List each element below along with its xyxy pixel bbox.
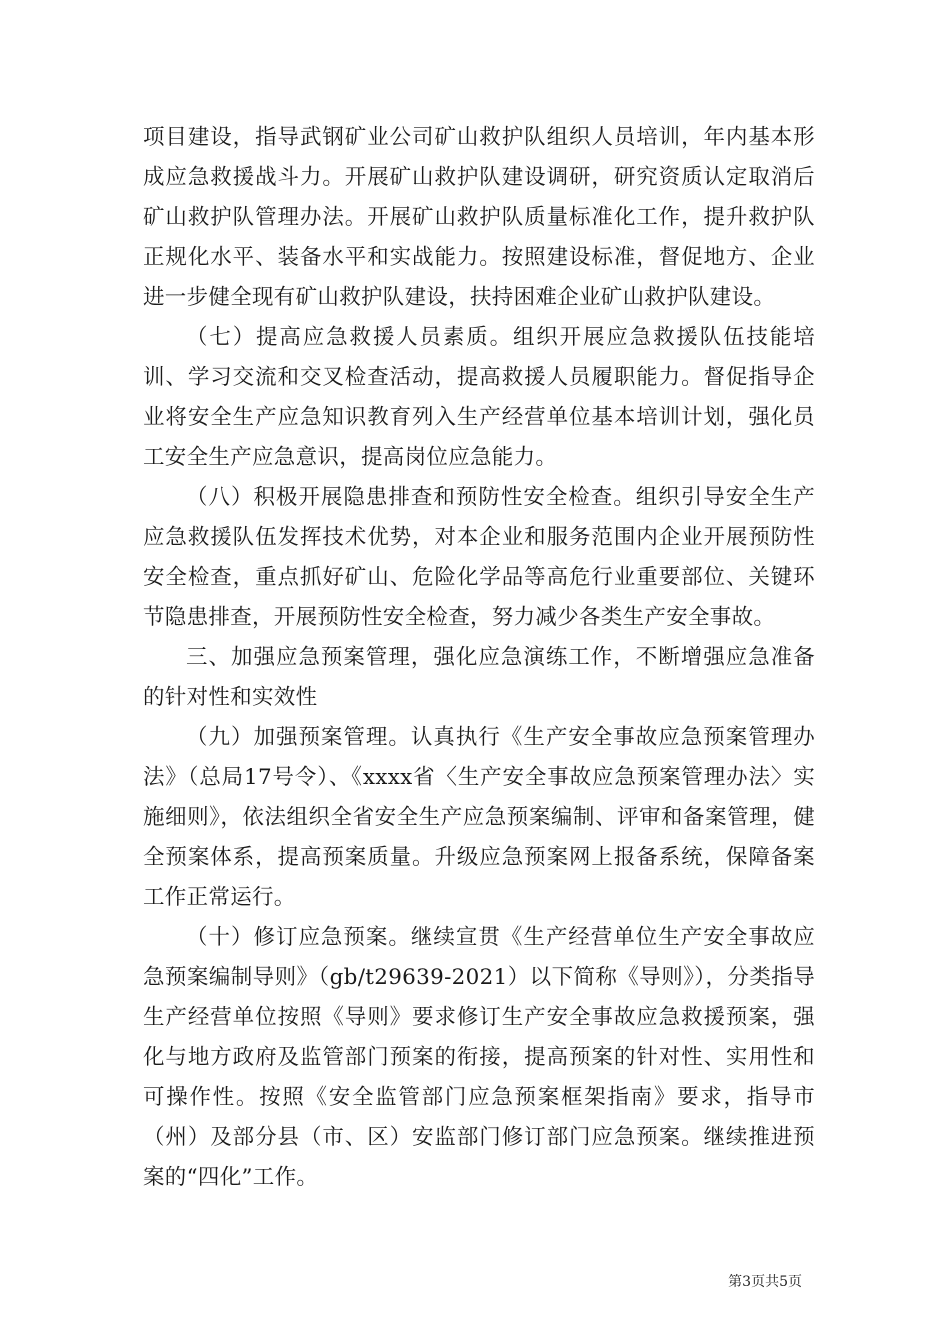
paragraph-item-10: （十）修订应急预案。继续宣贯《生产经营单位生产安全事故应急预案编制导则》（gb/t29639-2021）以下简称《导则》），分类指导生产经营单位按照《导则》要求修订生产安全事故应急救援预案，强化与地方政府及监管部门预案的衔接，提高预案的针对性、实用性和可操作性。按照《安全监管部门应急预案框架指南》要求，指导市（州）及部分县（市、区）安监部门修订部门应急预案。继续推进预案的“四化”工作。 — [143, 925, 815, 1190]
paragraph-item-8: （八）积极开展隐患排查和预防性安全检查。组织引导安全生产应急救援队伍发挥技术优势，对本企业和服务范围内企业开展预防性安全检查，重点抓好矿山、危险化学品等高危行业重要部位、关键环节隐患排查，开展预防性安全检查，努力减少各类生产安全事故。 — [143, 485, 815, 630]
paragraph-continuation: 项目建设，指导武钢矿业公司矿山救护队组织人员培训，年内基本形成应急救援战斗力。开展矿山救护队建设调研，研究资质认定取消后矿山救护队管理办法。开展矿山救护队质量标准化工作，提升救护队正规化水平、装备水平和实战能力。按照建设标准，督促地方、企业进一步健全现有矿山救护队建设，扶持困难企业矿山救护队建设。 — [143, 125, 815, 310]
paragraph-item-9: （九）加强预案管理。认真执行《生产安全事故应急预案管理办法》（总局17号令）、《xxxx省〈生产安全事故应急预案管理办法〉实施细则》，依法组织全省安全生产应急预案编制、评审和备案管理，健全预案体系，提高预案质量。升级应急预案网上报备系统，保障备案工作正常运行。 — [143, 725, 815, 910]
section-heading-3: 三、加强应急预案管理，强化应急演练工作，不断增强应急准备的针对性和实效性 — [143, 645, 815, 710]
document-body — [143, 118, 815, 1198]
page-number: 第3页共5页 — [728, 1274, 802, 1290]
paragraph-item-7: （七）提高应急救援人员素质。组织开展应急救援队伍技能培训、学习交流和交叉检查活动，提高救援人员履职能力。督促指导企业将安全生产应急知识教育列入生产经营单位基本培训计划，强化员工安全生产应急意识，提高岗位应急能力。 — [143, 325, 815, 470]
